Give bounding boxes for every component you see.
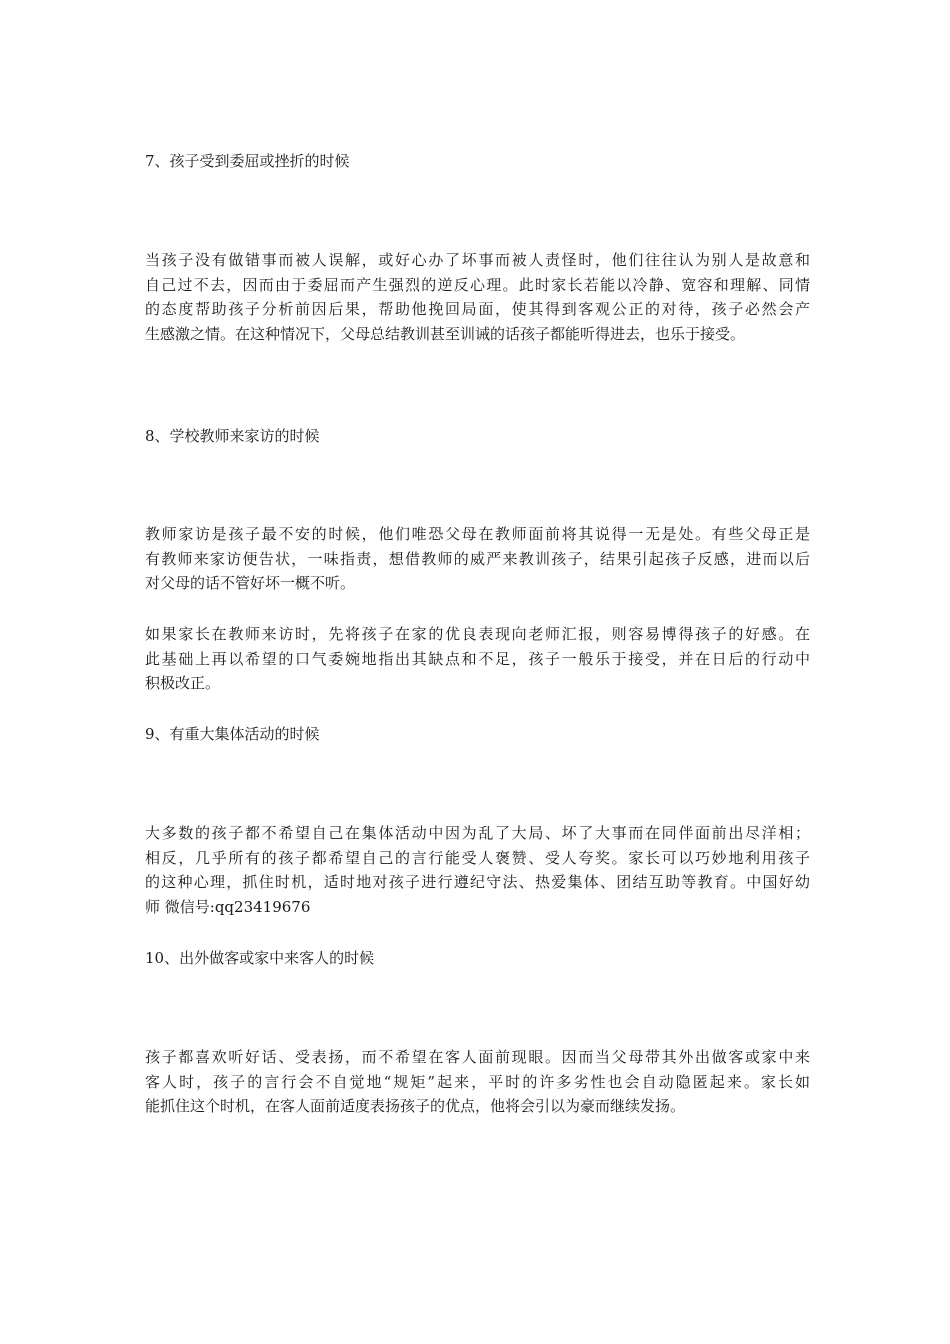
- paragraph: [145, 522, 810, 596]
- text-line: 孩子都喜欢听好话、受表扬，而不希望在客人面前现眼。因而当父母带其外出做客或家中来: [145, 1048, 810, 1066]
- text-line: 对父母的话不管好坏一概不听。: [145, 574, 356, 592]
- text-line: 此基础上再以希望的口气委婉地指出其缺点和不足，孩子一般乐于接受，并在日后的行动中: [145, 649, 810, 668]
- paragraph: [145, 622, 810, 696]
- text-line: 如果家长在教师来访时，先将孩子在家的优良表现向老师汇报，则容易博得孩子的好感。在: [145, 625, 810, 643]
- text-line: 生感激之情。在这种情况下，父母总结教训甚至训诫的话孩子都能听得进去，也乐于接受。: [145, 324, 746, 343]
- text-line: 师 微信号:qq23419676: [145, 897, 311, 916]
- text-line: 当孩子没有做错事而被人误解，或好心办了坏事而被人责怪时，他们往往认为别人是故意和: [145, 251, 810, 269]
- text-line: 客人时，孩子的言行会不自觉地“规矩”起来，平时的许多劣性也会自动隐匿起来。家长如: [145, 1072, 810, 1091]
- section-heading: 7、孩子受到委屈或挫折的时候: [145, 152, 350, 170]
- section-heading: 10、出外做客或家中来客人的时候: [145, 949, 375, 967]
- text-line: 积极改正。: [145, 674, 221, 692]
- text-line: 能抓住这个时机，在客人面前适度表扬孩子的优点，他将会引以为豪而继续发扬。: [145, 1097, 686, 1115]
- paragraph: [145, 248, 810, 346]
- text-line: 教师家访是孩子最不安的时候，他们唯恐父母在教师面前将其说得一无是处。有些父母正是: [145, 525, 810, 543]
- text-line: 相反，几乎所有的孩子都希望自己的言行能受人褒赞、受人夸奖。家长可以巧妙地利用孩子: [145, 848, 810, 867]
- text-line: 大多数的孩子都不希望自己在集体活动中因为乱了大局、坏了大事而在同伴面前出尽洋相；: [145, 824, 810, 842]
- paragraph: [145, 1045, 810, 1119]
- text-line: 自己过不去，因而由于委屈而产生强烈的逆反心理。此时家长若能以冷静、宽容和理解、同情: [145, 275, 810, 294]
- text-line: 有教师来家访便告状，一味指责，想借教师的威严来教训孩子，结果引起孩子反感，进而以后: [145, 549, 810, 568]
- text-line: 的态度帮助孩子分析前因后果，帮助他挽回局面，使其得到客观公正的对待，孩子必然会产: [145, 300, 810, 318]
- paragraph: [145, 821, 810, 919]
- text-line: 的这种心理，抓住时机，适时地对孩子进行遵纪守法、热爱集体、团结互助等教育。中国好幼: [145, 873, 810, 891]
- section-heading: 9、有重大集体活动的时候: [145, 725, 320, 743]
- section-heading: 8、学校教师来家访的时候: [145, 427, 320, 445]
